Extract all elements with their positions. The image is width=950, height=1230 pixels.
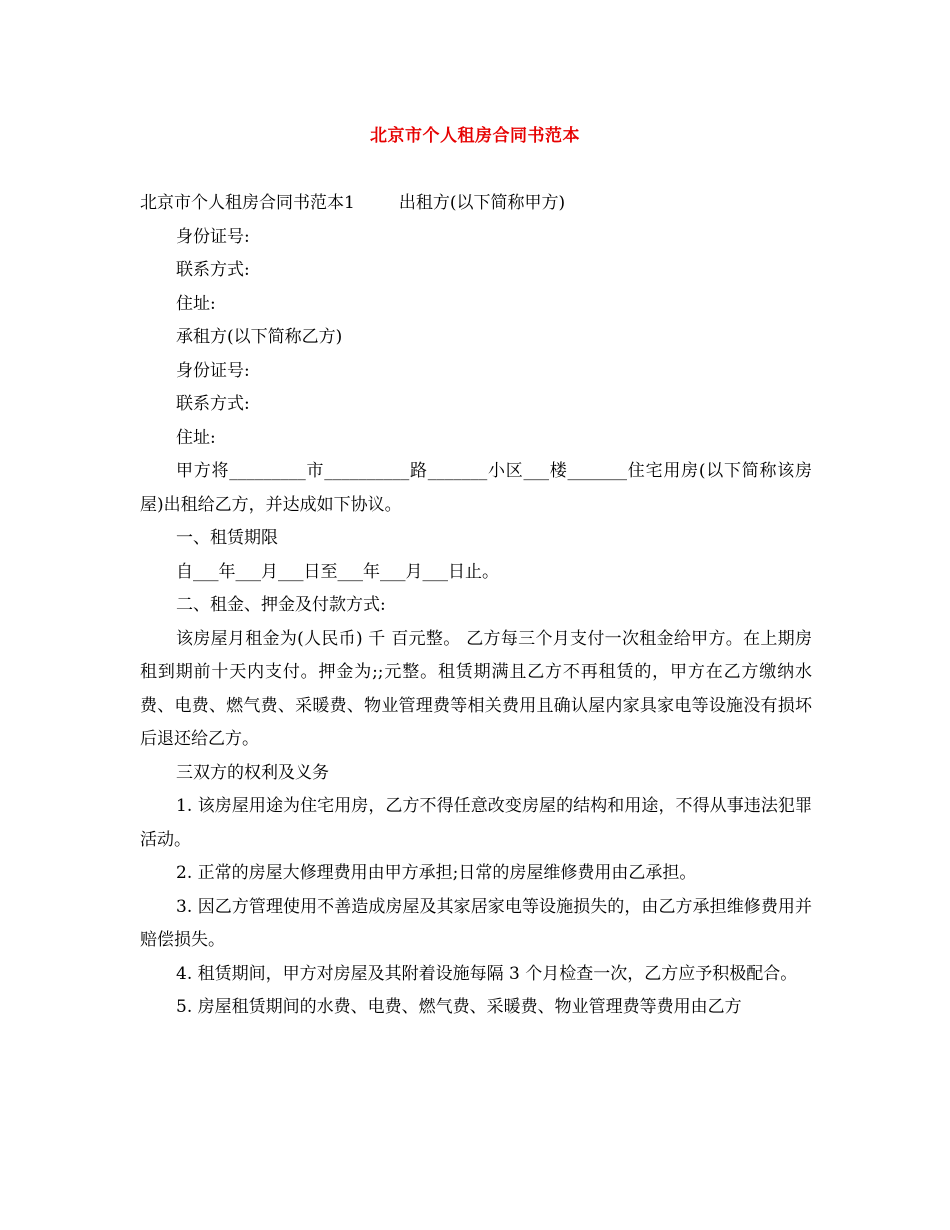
heading-left: 北京市个人租房合同书范本1	[140, 193, 355, 213]
lessee-line: 承租方(以下简称乙方)	[176, 327, 343, 347]
clause-3: 3. 因乙方管理使用不善造成房屋及其家居家电等设施损失的，由乙方承担维修费用并赔偿损失。	[140, 896, 812, 950]
clause-2: 2. 正常的房屋大修理费用由甲方承担;日常的房屋维修费用由乙承担。	[176, 863, 697, 883]
lessee-contact-line: 联系方式:	[176, 394, 250, 414]
intro-paragraph: 甲方将_________市__________路_______小区___楼_______住宅用房(以下简称该房屋)出租给乙方，并达成如下协议。	[140, 461, 812, 515]
section1-title: 一、租赁期限	[176, 528, 278, 548]
clause-5: 5. 房屋租赁期间的水费、电费、燃气费、采暖费、物业管理费等费用由乙方	[176, 997, 742, 1017]
lessee-id-line: 身份证号:	[176, 360, 250, 381]
section3-title: 三双方的权利及义务	[176, 762, 329, 783]
heading-line	[140, 187, 812, 221]
lessor-id-line: 身份证号:	[176, 226, 250, 247]
lessor-contact-line: 联系方式:	[176, 260, 250, 280]
section2-paragraph: 该房屋月租金为(人民币) 千 百元整。 乙方每三个月支付一次租金给甲方。在上期房租到期前十天内支付。押金为;;元整。租赁期满且乙方不再租赁的，甲方在乙方缴纳水费、电费、燃气费、采暖费、物业管理费等相关费用且确认屋内家具家电等设施没有损坏后退还给乙方。	[140, 628, 812, 749]
document-title: 北京市个人租房合同书范本	[370, 126, 580, 146]
section1-term: 自___年___月___日至___年___月___日止。	[176, 561, 499, 582]
clause-1: 1. 该房屋用途为住宅用房，乙方不得任意改变房屋的结构和用途，不得从事违法犯罪活动。	[140, 796, 812, 850]
clause-4: 4. 租赁期间，甲方对房屋及其附着设施每隔 3 个月检查一次，乙方应予积极配合。	[176, 963, 798, 984]
lessee-address-line: 住址:	[176, 427, 216, 448]
document-body	[140, 187, 812, 1025]
section2-title: 二、租金、押金及付款方式:	[176, 595, 386, 615]
heading-right: 出租方(以下简称甲方)	[398, 193, 566, 213]
lessor-address-line: 住址:	[176, 293, 216, 314]
